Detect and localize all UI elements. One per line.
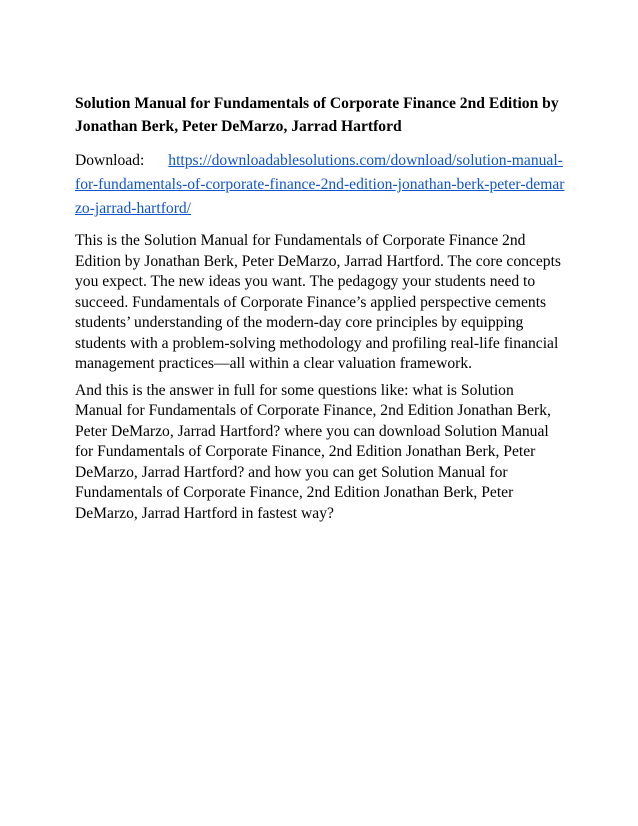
document-title: Solution Manual for Fundamentals of Corporate Finance 2nd Edition by Jonathan Berk, Peter DeMarzo, Jarrad Hartford xyxy=(75,95,559,135)
faq-paragraph: And this is the answer in full for some questions like: what is Solution Manual for Fundamentals of Corporate Finance, 2nd Edition Jonathan Berk, Peter DeMarzo, Jarrad Hartford? where you can download Solution Manual for Fundamentals of Corporate Finance, 2nd Edition Jonathan Berk, Peter DeMarzo, Jarrad Hartford? and how you can get Solution Manual for Fundamentals of Corporate Finance, 2nd Edition Jonathan Berk, Peter DeMarzo, Jarrad Hartford in fastest way? xyxy=(75,381,551,522)
description-paragraph: This is the Solution Manual for Fundamentals of Corporate Finance 2nd Edition by Jonathan Berk, Peter DeMarzo, Jarrad Hartford. The core concepts you expect. The new ideas you want. The pedagogy your students need to succeed. Fundamentals of Corporate Finance’s applied perspective cements students’ understanding of the modern-day core principles by equipping students with a problem-solving methodology and profiling real-life financial management practices—all within a clear valuation framework. xyxy=(75,232,561,372)
download-line xyxy=(75,149,565,221)
download-link[interactable]: https://downloadablesolutions.com/download/solution-manual-for-fundamentals-of-corporate-finance-2nd-edition-jonathan-berk-peter-demarzo-jarrad-hartford/ xyxy=(75,152,565,217)
download-label: Download: xyxy=(75,152,145,169)
document-page xyxy=(75,92,565,530)
